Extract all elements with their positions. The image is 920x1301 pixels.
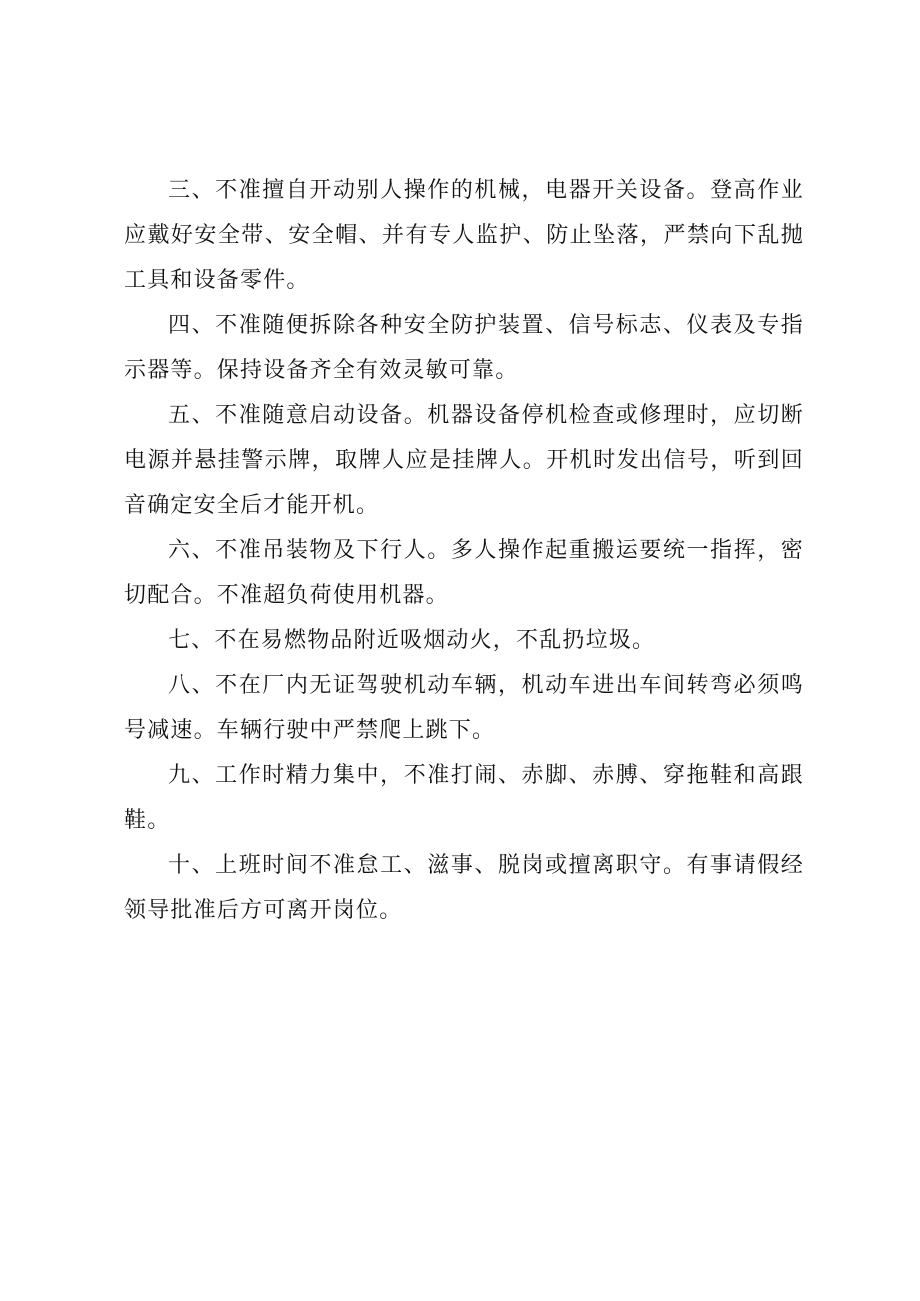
- paragraph-rule-4: 四、不准随便拆除各种安全防护装置、信号标志、仪表及专指示器等。保持设备齐全有效灵敏可靠。: [124, 313, 804, 383]
- paragraph-rule-9: 九、工作时精力集中，不准打闹、赤脚、赤膊、穿拖鞋和高跟鞋。: [124, 763, 804, 833]
- paragraph-rule-10: 十、上班时间不准怠工、滋事、脱岗或擅离职守。有事请假经领导批准后方可离开岗位。: [124, 853, 804, 923]
- document-body: [124, 168, 804, 933]
- paragraph-rule-6: 六、不准吊装物及下行人。多人操作起重搬运要统一指挥，密切配合。不准超负荷使用机器。: [124, 538, 804, 608]
- paragraph-rule-5: 五、不准随意启动设备。机器设备停机检查或修理时，应切断电源并悬挂警示牌，取牌人应是挂牌人。开机时发出信号，听到回音确定安全后才能开机。: [124, 403, 804, 518]
- paragraph-rule-8: 八、不在厂内无证驾驶机动车辆，机动车进出车间转弯必须鸣号减速。车辆行驶中严禁爬上跳下。: [124, 673, 804, 743]
- paragraph-rule-7: 七、不在易燃物品附近吸烟动火，不乱扔垃圾。: [168, 628, 656, 653]
- paragraph-rule-3: 三、不准擅自开动别人操作的机械，电器开关设备。登高作业应戴好安全带、安全帽、并有专人监护、防止坠落，严禁向下乱抛工具和设备零件。: [124, 178, 804, 293]
